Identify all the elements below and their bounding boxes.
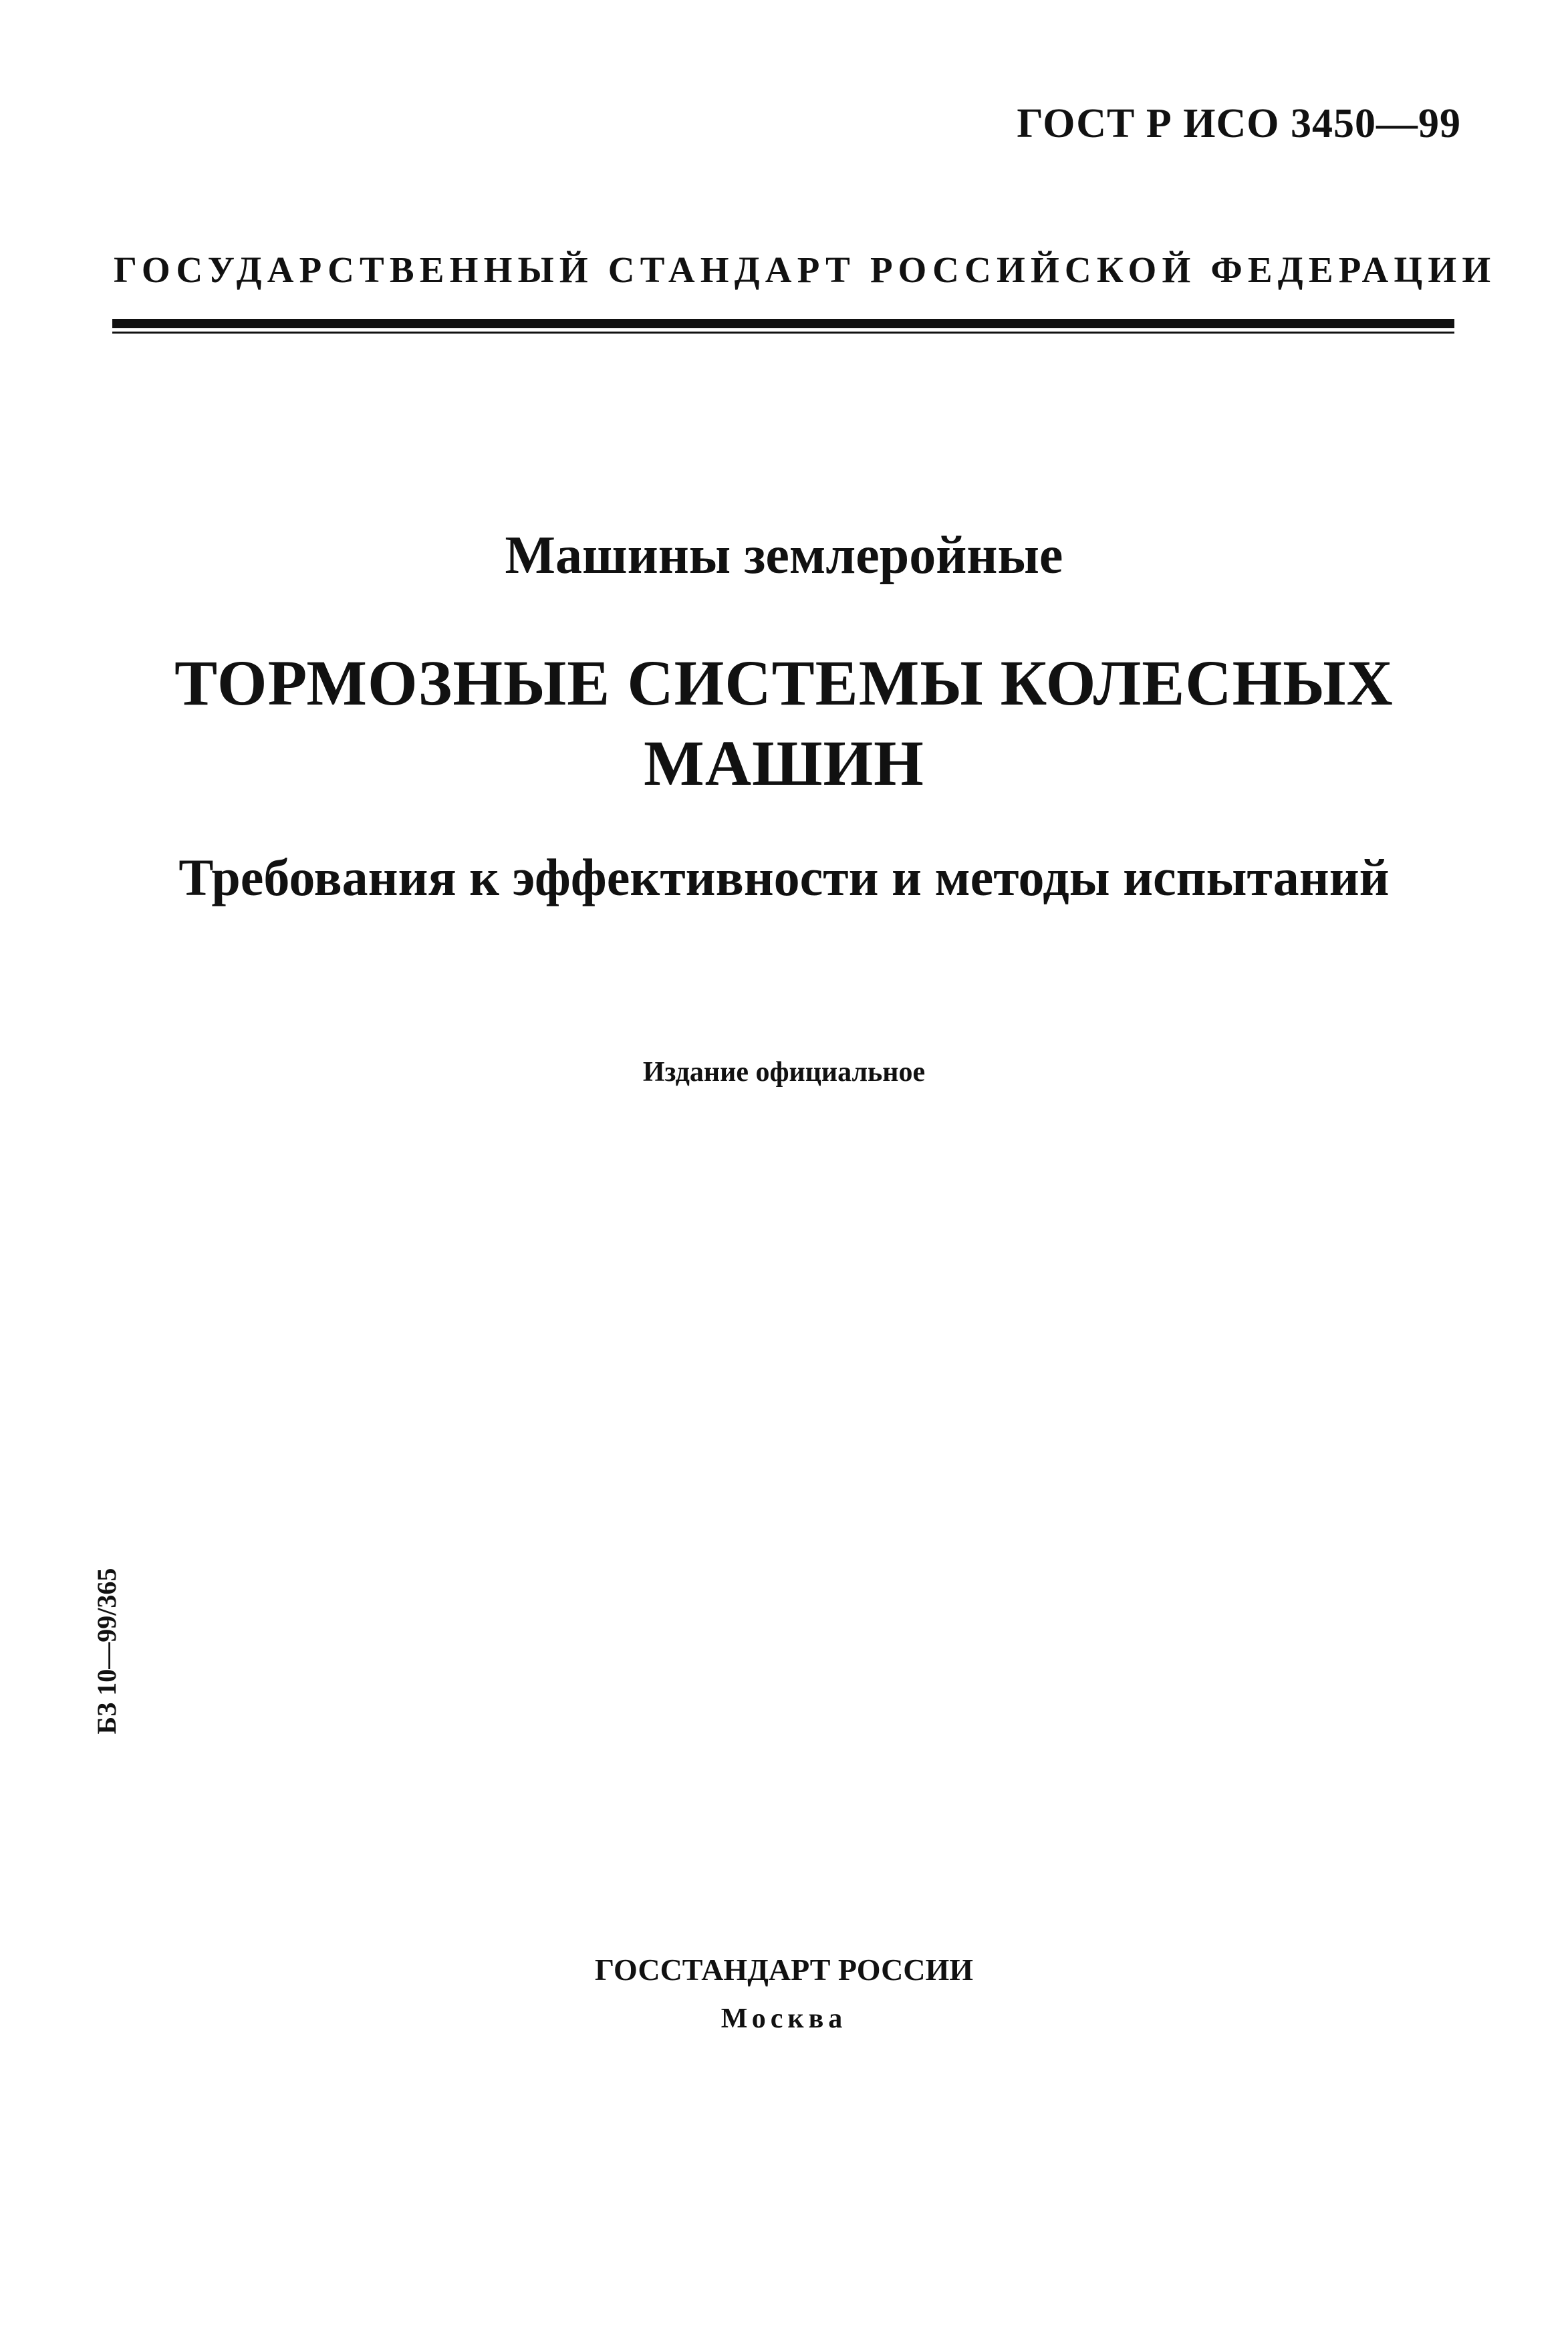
publisher-city: Москва [721,2003,847,2034]
main-title-line-2: МАШИН [644,727,924,799]
document-category: Машины землеройные [505,526,1063,585]
document-code: ГОСТ Р ИСО 3450—99 [1017,101,1461,146]
header-rule-thin [112,332,1454,334]
main-title [0,643,1568,804]
publisher-name: ГОССТАНДАРТ РОССИИ [594,1953,974,1987]
state-standard-heading: ГОСУДАРСТВЕННЫЙ СТАНДАРТ РОССИЙСКОЙ ФЕДЕРАЦИИ [114,249,1496,290]
side-catalog-code: БЗ 10—99/365 [92,1568,122,1735]
main-title-line-1: ТОРМОЗНЫЕ СИСТЕМЫ КОЛЕСНЫХ [174,647,1394,719]
document-subtitle: Требования к эффективности и методы испытаний [178,848,1390,906]
edition-note: Издание официальное [642,1057,926,1088]
header-rule-thick [112,319,1454,328]
